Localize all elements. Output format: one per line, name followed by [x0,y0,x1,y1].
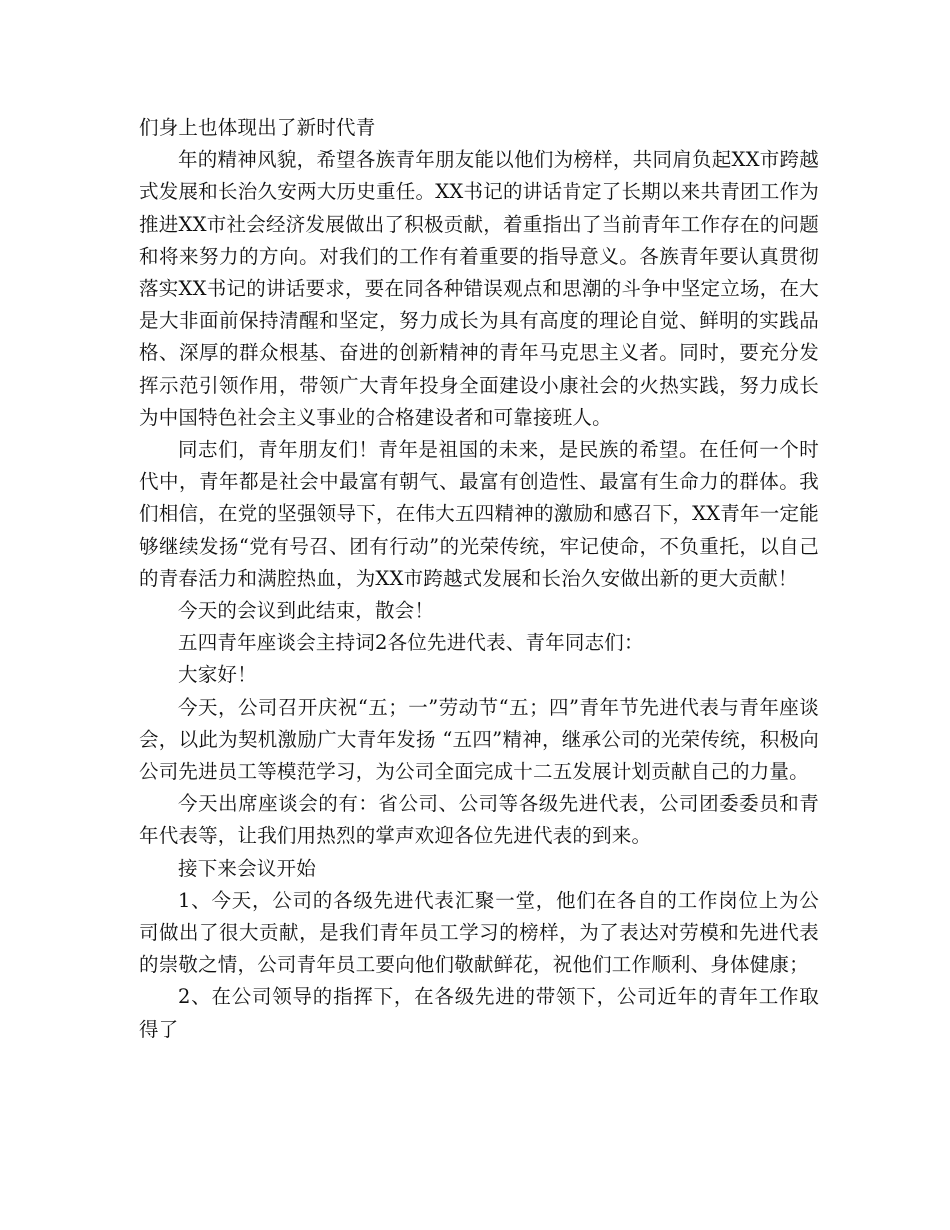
paragraph: 接下来会议开始 [178,856,316,880]
paragraph: 今天的会议到此结束，散会！ [178,599,435,623]
paragraph: 同志们，青年朋友们！青年是祖国的未来，是民族的希望。在任何一个时代中，青年都是社会中最富有朝气、最富有创造性、最富有生命力的群体。我们相信，在党的坚强领导下，在伟大五四精神的激励和感召下，XX青年一定能够继续发扬“党有号召、团有行动”的光荣传统，牢记使命，不负重托，以自己的青春活力和满腔热血，为XX市跨越式发展和长治久安做出新的更大贡献！ [139,438,819,590]
paragraph: 今天出席座谈会的有：省公司、公司等各级先进代表，公司团委委员和青年代表等，让我们用热烈的掌声欢迎各位先进代表的到来。 [139,792,819,848]
paragraph-list-item: 2、在公司领导的指挥下，在各级先进的带领下，公司近年的青年工作取得了 [139,985,819,1041]
paragraph: 年的精神风貌，希望各族青年朋友能以他们为榜样，共同肩负起XX市跨越式发展和长治久安两大历史重任。XX书记的讲话肯定了长期以来共青团工作为推进XX市社会经济发展做出了积极贡献，着重指出了当前青年工作存在的问题和将来努力的方向。对我们的工作有着重要的指导意义。各族青年要认真贯彻落实XX书记的讲话要求，要在同各种错误观点和思潮的斗争中坚定立场，在大是大非面前保持清醒和坚定，努力成长为具有高度的理论自觉、鲜明的实践品格、深厚的群众根基、奋进的创新精神的青年马克思主义者。同时，要充分发挥示范引领作用，带领广大青年投身全面建设小康社会的火热实践，努力成长为中国特色社会主义事业的合格建设者和可靠接班人。 [139,148,819,429]
document-page [139,112,819,1046]
paragraph: 今天，公司召开庆祝“五；一”劳动节“五；四”青年节先进代表与青年座谈会，以此为契机激励广大青年发扬 “五四”精神，继承公司的光荣传统，积极向公司先进员工等模范学习，为公司全面完成十二五发展计划贡献自己的力量。 [139,695,819,784]
paragraph-heading: 五四青年座谈会主持词2各位先进代表、青年同志们： [178,631,644,655]
paragraph-greeting: 大家好！ [178,663,257,687]
paragraph-continuation: 们身上也体现出了新时代青 [139,116,376,139]
paragraph-list-item: 1、今天，公司的各级先进代表汇聚一堂，他们在各自的工作岗位上为公司做出了很大贡献，是我们青年员工学习的榜样，为了表达对劳模和先进代表的崇敬之情，公司青年员工要向他们敬献鲜花，祝他们工作顺利、身体健康； [139,888,819,977]
